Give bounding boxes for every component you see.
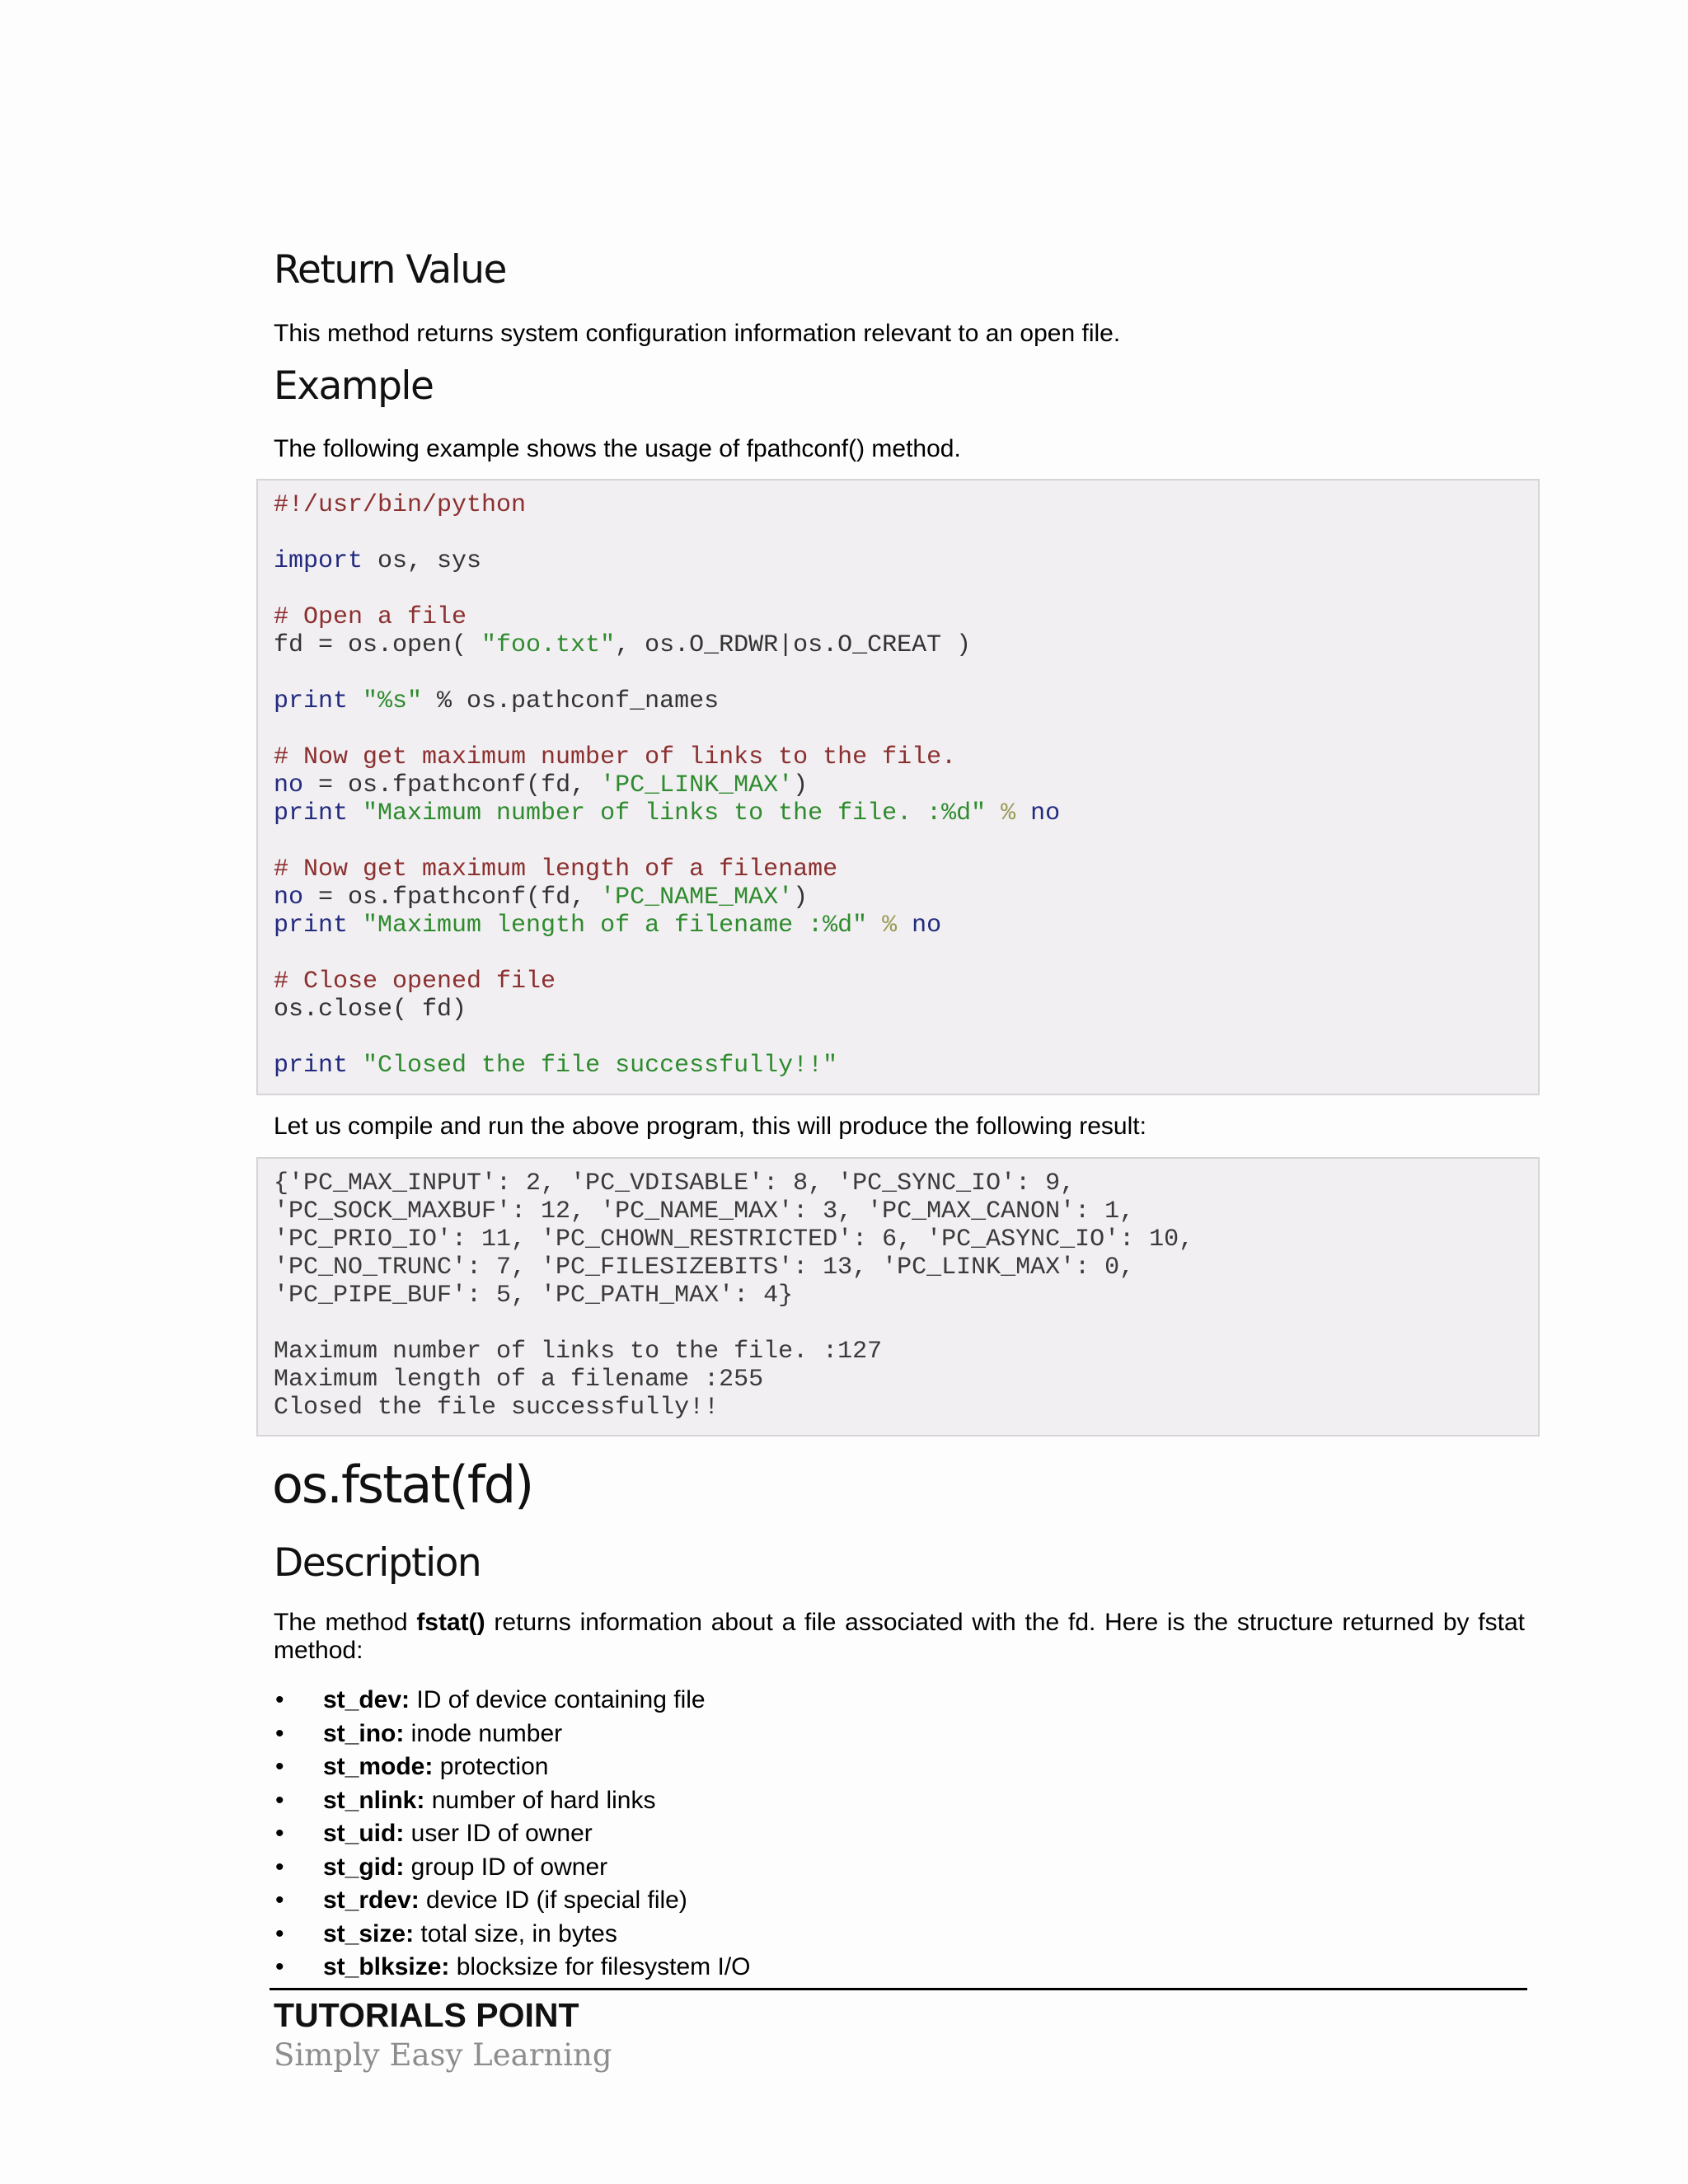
- field-desc: number of hard links: [424, 1786, 656, 1814]
- code-no-var: no: [274, 771, 304, 799]
- output-line: Closed the file successfully!!: [274, 1394, 720, 1422]
- list-item: [274, 1817, 751, 1851]
- field-desc: device ID (if special file): [419, 1886, 687, 1914]
- field-name: st_rdev:: [323, 1886, 420, 1914]
- code-open-suffix: , os.O_RDWR|os.O_CREAT ): [615, 631, 972, 659]
- output-line: Maximum length of a filename :255: [274, 1366, 764, 1394]
- list-item: [274, 1884, 751, 1918]
- field-desc: inode number: [404, 1719, 563, 1747]
- output-line: {'PC_MAX_INPUT': 2, 'PC_VDISABLE': 8, 'PC_SYNC_IO': 9,: [274, 1169, 1076, 1197]
- fstat-title: os.fstat(fd): [272, 1455, 533, 1515]
- field-name: st_dev:: [323, 1686, 410, 1713]
- bullet-icon: •: [275, 1820, 284, 1847]
- return-value-heading: Return Value: [274, 247, 506, 293]
- list-item: [274, 1684, 751, 1718]
- list-item: [274, 1784, 751, 1818]
- output-line: 'PC_PIPE_BUF': 5, 'PC_PATH_MAX': 4}: [274, 1282, 794, 1310]
- run-text: Let us compile and run the above program, this will produce the following result:: [274, 1113, 1146, 1140]
- code-no-var: no: [912, 912, 942, 940]
- bullet-icon: •: [275, 1719, 284, 1747]
- code-link-arg: 'PC_LINK_MAX': [600, 771, 794, 799]
- code-fpathconf-call: = os.fpathconf(fd,: [303, 771, 601, 799]
- code-name-arg: 'PC_NAME_MAX': [600, 883, 794, 912]
- code-shebang: #!/usr/bin/python: [274, 491, 527, 519]
- bullet-icon: •: [275, 1919, 284, 1947]
- field-desc: ID of device containing file: [410, 1686, 706, 1713]
- example-heading: Example: [274, 363, 434, 409]
- field-name: st_mode:: [323, 1753, 434, 1780]
- bullet-icon: •: [275, 1786, 284, 1814]
- code-fpathconf-call: = os.fpathconf(fd,: [303, 883, 601, 912]
- field-name: st_size:: [323, 1919, 415, 1947]
- code-close-call: os.close( fd): [274, 996, 467, 1024]
- list-item: [274, 1851, 751, 1885]
- code-print-keyword: print: [274, 687, 349, 715]
- field-name: st_blksize:: [323, 1953, 450, 1980]
- code-print-keyword: print: [274, 799, 349, 827]
- field-desc: protection: [433, 1753, 549, 1780]
- bullet-icon: •: [275, 1853, 284, 1881]
- desc-post: returns information about a file associated with the fd. Here is the structure returned by fstat method:: [274, 1609, 1525, 1664]
- field-desc: group ID of owner: [404, 1853, 608, 1881]
- code-print-keyword: print: [274, 912, 349, 940]
- field-desc: blocksize for filesystem I/O: [449, 1953, 751, 1980]
- code-no-var: no: [1030, 799, 1061, 827]
- list-item: [274, 1750, 751, 1784]
- return-value-text: This method returns system configuration information relevant to an open file.: [274, 320, 1121, 347]
- code-comment-close: # Close opened file: [274, 968, 556, 996]
- output-line: Maximum number of links to the file. :127: [274, 1338, 883, 1366]
- field-desc: user ID of owner: [404, 1820, 593, 1847]
- example-intro: The following example shows the usage of fpathconf() method.: [274, 435, 961, 462]
- code-comment-name: # Now get maximum length of a filename: [274, 855, 838, 883]
- list-item: [274, 1951, 751, 1985]
- code-print-keyword: print: [274, 1052, 349, 1080]
- code-print3-string: "Maximum length of a filename :%d": [348, 912, 868, 940]
- field-name: st_nlink:: [323, 1786, 425, 1814]
- footer-tagline: Simply Easy Learning: [274, 2037, 612, 2073]
- code-print4-string: "Closed the file successfully!!": [348, 1052, 838, 1080]
- code-print1-string: "%s": [348, 687, 423, 715]
- fstat-field-list: [274, 1684, 751, 1985]
- code-no-var: no: [274, 883, 304, 912]
- code-print2-string: "Maximum number of links to the file. :%d": [348, 799, 987, 827]
- description-heading: Description: [274, 1540, 481, 1586]
- field-name: st_ino:: [323, 1719, 405, 1747]
- output-line: 'PC_SOCK_MAXBUF': 12, 'PC_NAME_MAX': 3, 'PC_MAX_CANON': 1,: [274, 1197, 1135, 1226]
- output-line: 'PC_NO_TRUNC': 7, 'PC_FILESIZEBITS': 13, 'PC_LINK_MAX': 0,: [274, 1254, 1135, 1282]
- fstat-description: [274, 1609, 1525, 1665]
- code-comment-open: # Open a file: [274, 603, 467, 631]
- code-open-prefix: fd = os.open(: [274, 631, 482, 659]
- footer-rule: [270, 1988, 1527, 1990]
- bullet-icon: •: [275, 1753, 284, 1780]
- code-comment-links: # Now get maximum number of links to the file.: [274, 743, 957, 771]
- code-block: [274, 491, 1060, 1080]
- desc-pre: The method: [274, 1609, 417, 1636]
- field-desc: total size, in bytes: [414, 1919, 617, 1947]
- code-percent-op: %: [867, 912, 912, 940]
- desc-bold: fstat(): [416, 1609, 485, 1636]
- code-percent-op: %: [986, 799, 1031, 827]
- code-import-modules: os, sys: [363, 547, 482, 575]
- bullet-icon: •: [275, 1886, 284, 1914]
- bullet-icon: •: [275, 1686, 284, 1713]
- list-item: [274, 1918, 751, 1952]
- footer-brand: TUTORIALS POINT: [274, 1996, 579, 2034]
- output-line: 'PC_PRIO_IO': 11, 'PC_CHOWN_RESTRICTED': 6, 'PC_ASYNC_IO': 10,: [274, 1226, 1194, 1254]
- code-close-paren: ): [793, 883, 809, 912]
- field-name: st_gid:: [323, 1853, 405, 1881]
- field-name: st_uid:: [323, 1820, 405, 1847]
- bullet-icon: •: [275, 1953, 284, 1980]
- code-close-paren: ): [793, 771, 809, 799]
- code-open-string: "foo.txt": [481, 631, 616, 659]
- list-item: [274, 1718, 751, 1751]
- code-import-keyword: import: [274, 547, 363, 575]
- output-block: [274, 1169, 1193, 1422]
- code-print1-suffix: % os.pathconf_names: [422, 687, 720, 715]
